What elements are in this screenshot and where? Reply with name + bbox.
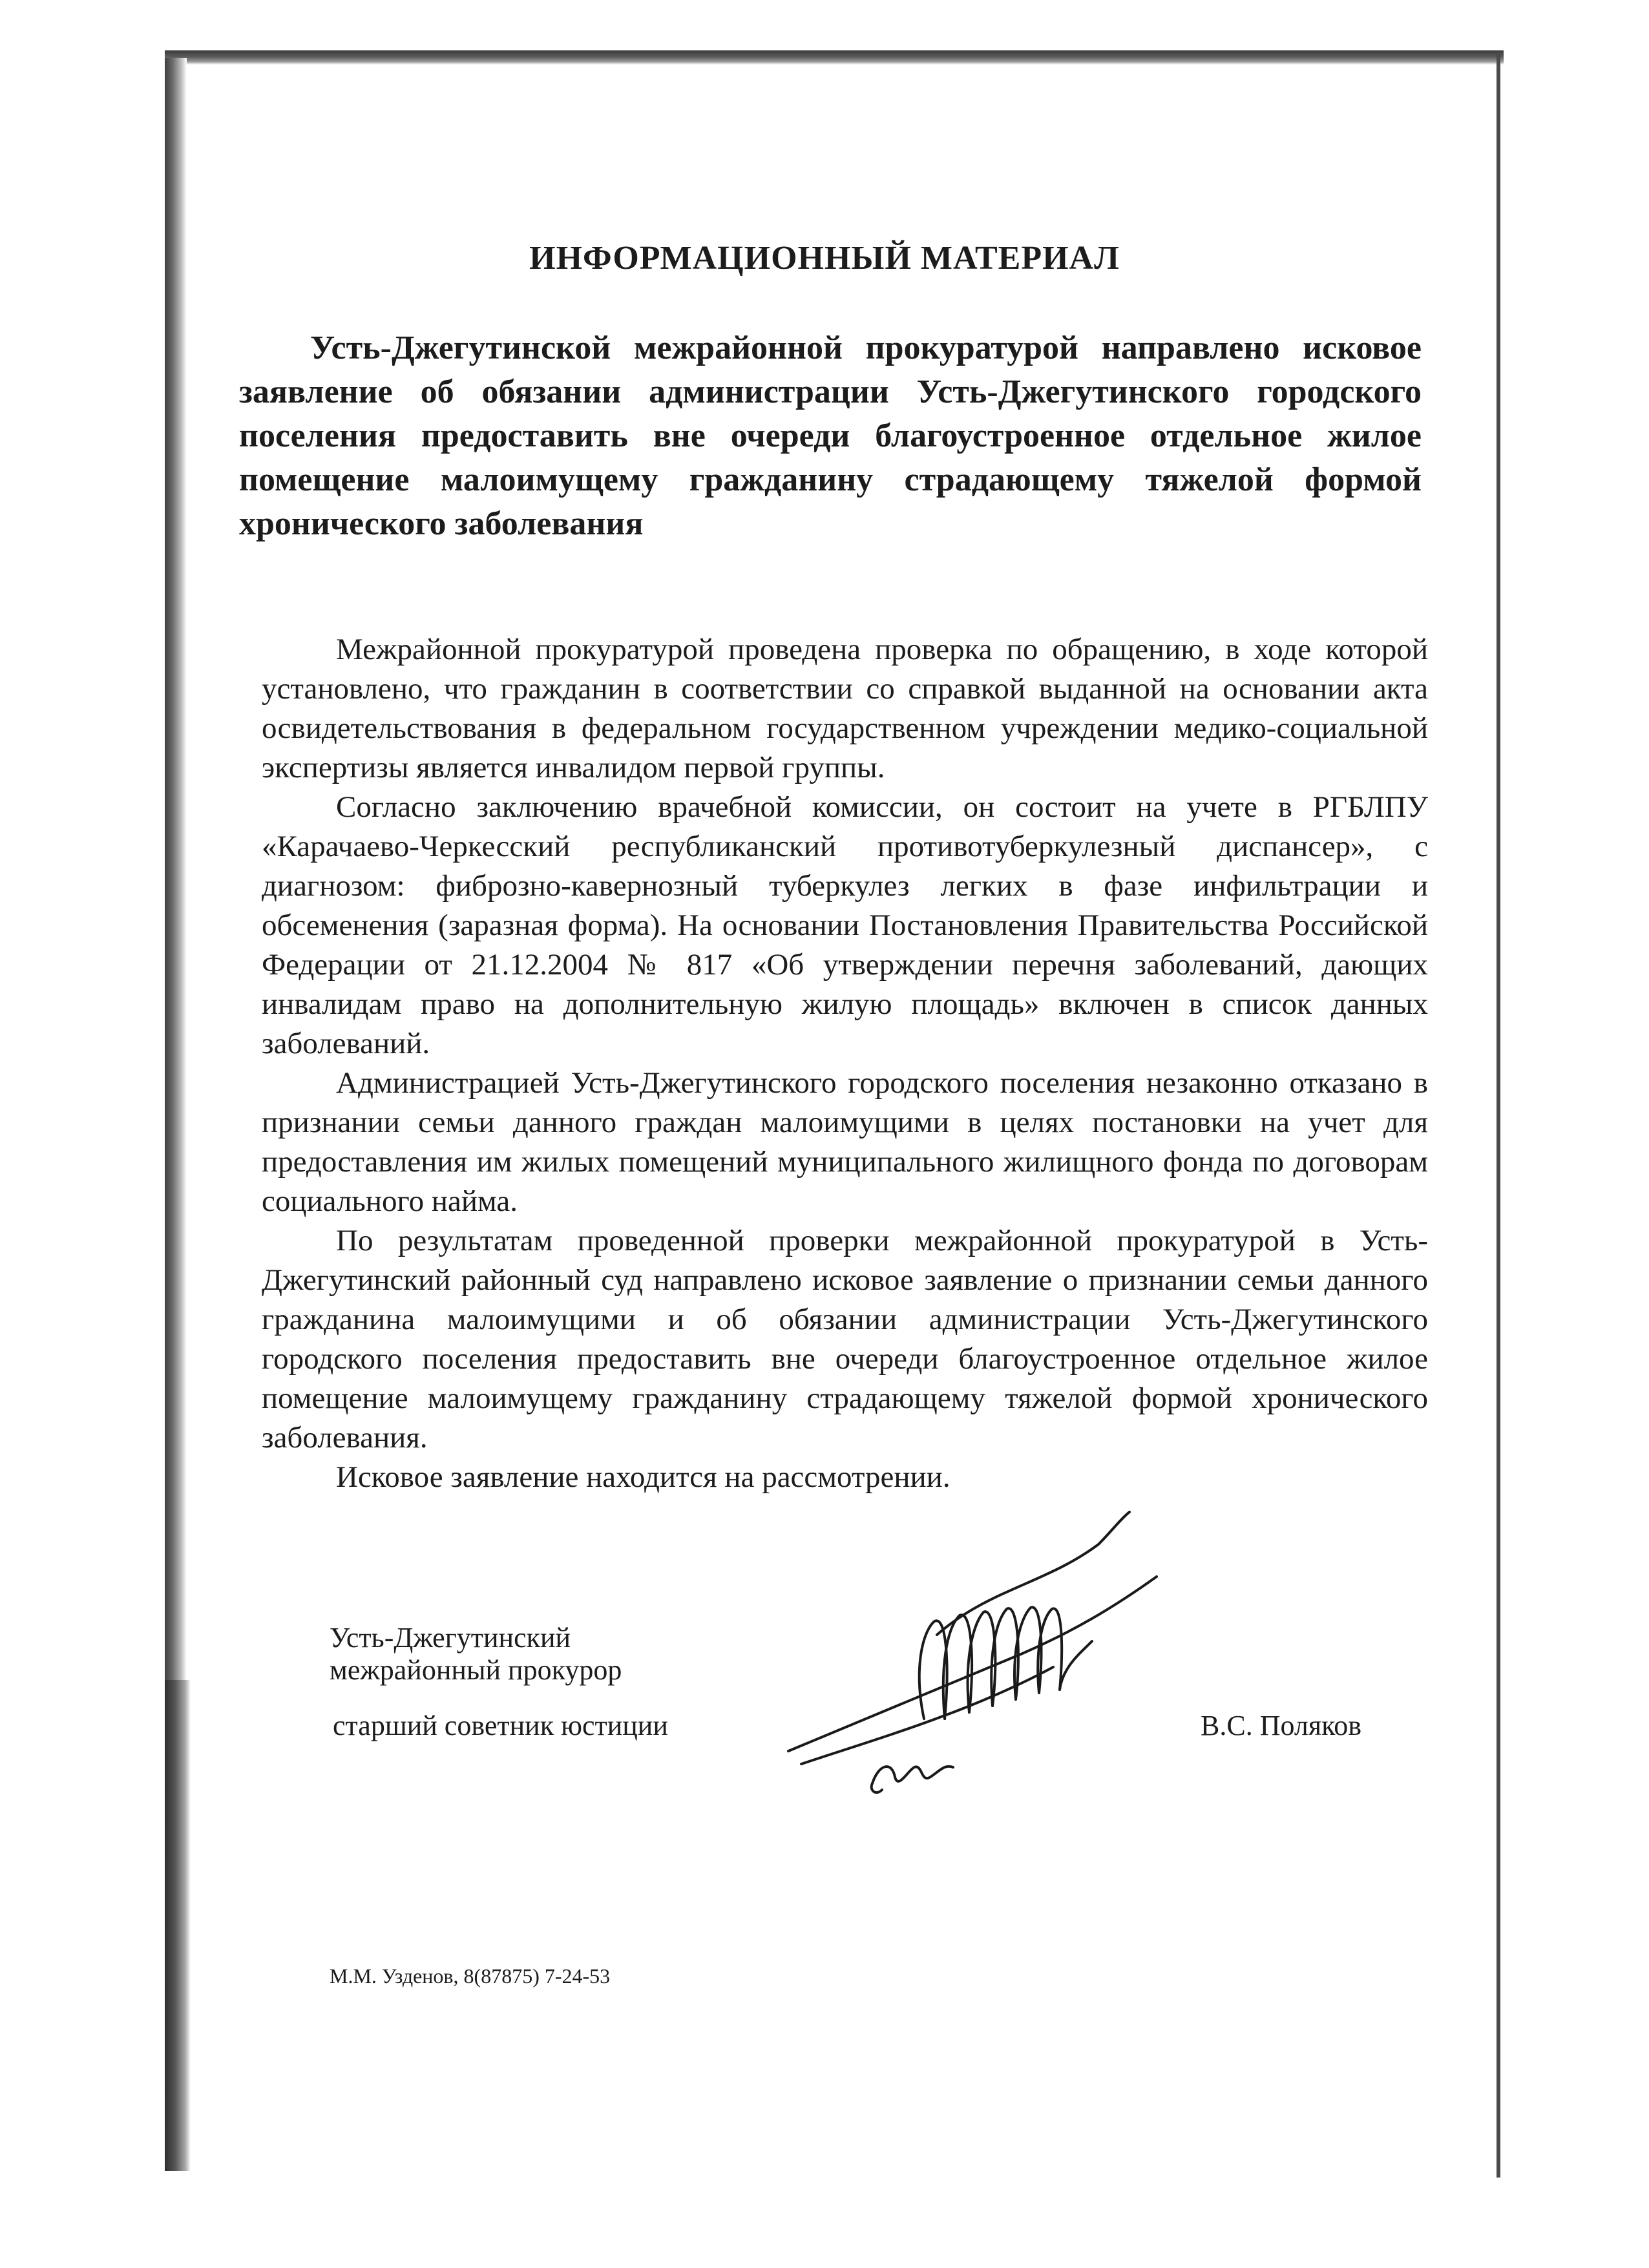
- signatory-position-line2: межрайонный прокурор: [330, 1654, 622, 1686]
- scan-edge-right: [1497, 52, 1500, 2178]
- handwritten-signature: [775, 1506, 1163, 1803]
- signatory-rank: старший советник юстиции: [333, 1710, 668, 1741]
- scan-edge-left-lower: [165, 1680, 191, 2171]
- paragraph-1: Межрайонной прокуратурой проведена проверка по обращению, в ходе которой установлено, что гражданин в соответствии со справкой выданной на основании акта освидетельствования в федеральном государственном учреждении медико-социальной экспертизы является инвалидом первой группы.: [262, 633, 1428, 784]
- signatory-position: [330, 1622, 622, 1686]
- signatory-position-line1: Усть-Джегутинский: [330, 1622, 571, 1654]
- paragraph-4: По результатам проведенной проверки межрайонной прокуратурой в Усть-Джегутинский районный суд направлено исковое заявление о признании семьи данного гражданина малоимущими и об обязании администрации Усть-Джегутинского городского поселения предоставить вне очереди благоустроенное отдельное жилое помещение малоимущему гражданину страдающему тяжелой формой хронического заболевания.: [262, 1224, 1428, 1454]
- document-subject-text: Усть-Джегутинской межрайонной прокуратурой направлено исковое заявление об обязании администрации Усть-Джегутинского городского поселения предоставить вне очереди благоустроенное отдельное жилое помещение малоимущему гражданину страдающему тяжелой формой хронического заболевания: [239, 330, 1422, 542]
- paragraph-2: Согласно заключению врачебной комиссии, он состоит на учете в РГБЛПУ «Карачаево-Черкесский республиканский противотуберкулезный диспансер», с диагнозом: фиброзно-кавернозный туберкулез легких в фазе инфильтрации и обсеменения (заразная форма). На основании Постановления Правительства Российской Федерации от 21.12.2004 № 817 «Об утверждении перечня заболеваний, дающих инвалидам право на дополнительную жилую площадь» включен в список данных заболеваний.: [262, 790, 1428, 1060]
- executor-contact: М.М. Узденов, 8(87875) 7-24-53: [330, 1964, 611, 1988]
- signatory-name: В.С. Поляков: [1201, 1710, 1362, 1741]
- scan-edge-top: [165, 50, 1504, 65]
- paragraph-5: Исковое заявление находится на рассмотрении.: [336, 1460, 951, 1494]
- document-subject: [239, 326, 1422, 546]
- paragraph-3: Администрацией Усть-Джегутинского городского поселения незаконно отказано в признании семьи данного граждан малоимущими в целях постановки на учет для предоставления им жилых помещений муниципального жилищного фонда по договорам социального найма.: [262, 1066, 1428, 1218]
- document-body: [262, 630, 1428, 1497]
- document-title: ИНФОРМАЦИОННЫЙ МАТЕРИАЛ: [529, 240, 1120, 277]
